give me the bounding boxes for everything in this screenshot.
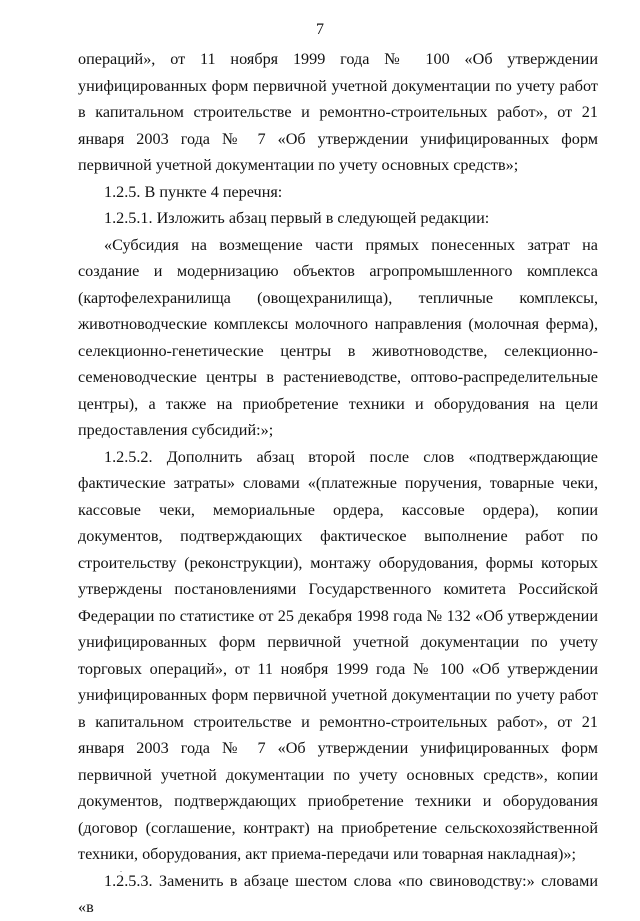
page-number: 7 [316,21,324,38]
paragraph-1-2-5-1: 1.2.5.1. Изложить абзац первый в следующей редакции: [104,209,490,227]
paragraph-subsidy-quote: «Субсидия на возмещение части прямых понесенных затрат на создание и модернизацию объектов агропромышленного комплекса (картофелехранилища (овощехранилища), тепличные комплексы, животноводческие комплексы молочного направления (молочная ферма), селекционно-генетические центры в животноводстве, селекционно-семеноводческие центры в растениеводстве, оптово-распределительные центры), а также на приобретение техники и оборудования на цели предоставления субсидий:»; [78,235,598,439]
scan-artifact [120,871,122,872]
paragraph-continuation: операций», от 11 ноября 1999 года № 100 «Об утверждении унифицированных форм первичной учетной документации по учету работ в капитальном строительстве и ремонтно-строительных работ», от 21 января 2003 года № 7 «Об утверждении унифицированных форм первичной учетной документации по учету основных средств»; [78,50,598,174]
paragraph-1-2-5: 1.2.5. В пункте 4 перечня: [104,182,283,201]
paragraph-1-2-5-3: 1.2.5.3. Заменить в абзаце шестом слова «по свиноводству:» словами «в [78,871,598,916]
document-body [78,46,598,921]
paragraph-1-2-5-2: 1.2.5.2. Дополнить абзац второй после слов «подтверждающие фактические затраты» словами «(платежные поручения, товарные чеки, кассовые чеки, мемориальные ордера, кассовые ордера), копии документов, подтверждающих фактическое выполнение работ по строительству (реконструкции), монтажу оборудования, формы которых утверждены постановлениями Государственного комитета Российской Федерации по статистике от 25 декабря 1998 года № 132 «Об утверждении унифицированных форм первичной учетной документации по учету торговых операций», от 11 ноября 1999 года № 100 «Об утверждении унифицированных форм первичной учетной документации по учету работ в капитальном строительстве и ремонтно-строительных работ», от 21 января 2003 года № 7 «Об утверждении унифицированных форм первичной учетной документации по учету основных средств», копии документов, подтверждающих приобретение техники и оборудования (договор (соглашение, контракт) на приобретение сельскохозяйственной техники, оборудования, акт приема-передачи или товарная накладная)»; [78,447,598,863]
